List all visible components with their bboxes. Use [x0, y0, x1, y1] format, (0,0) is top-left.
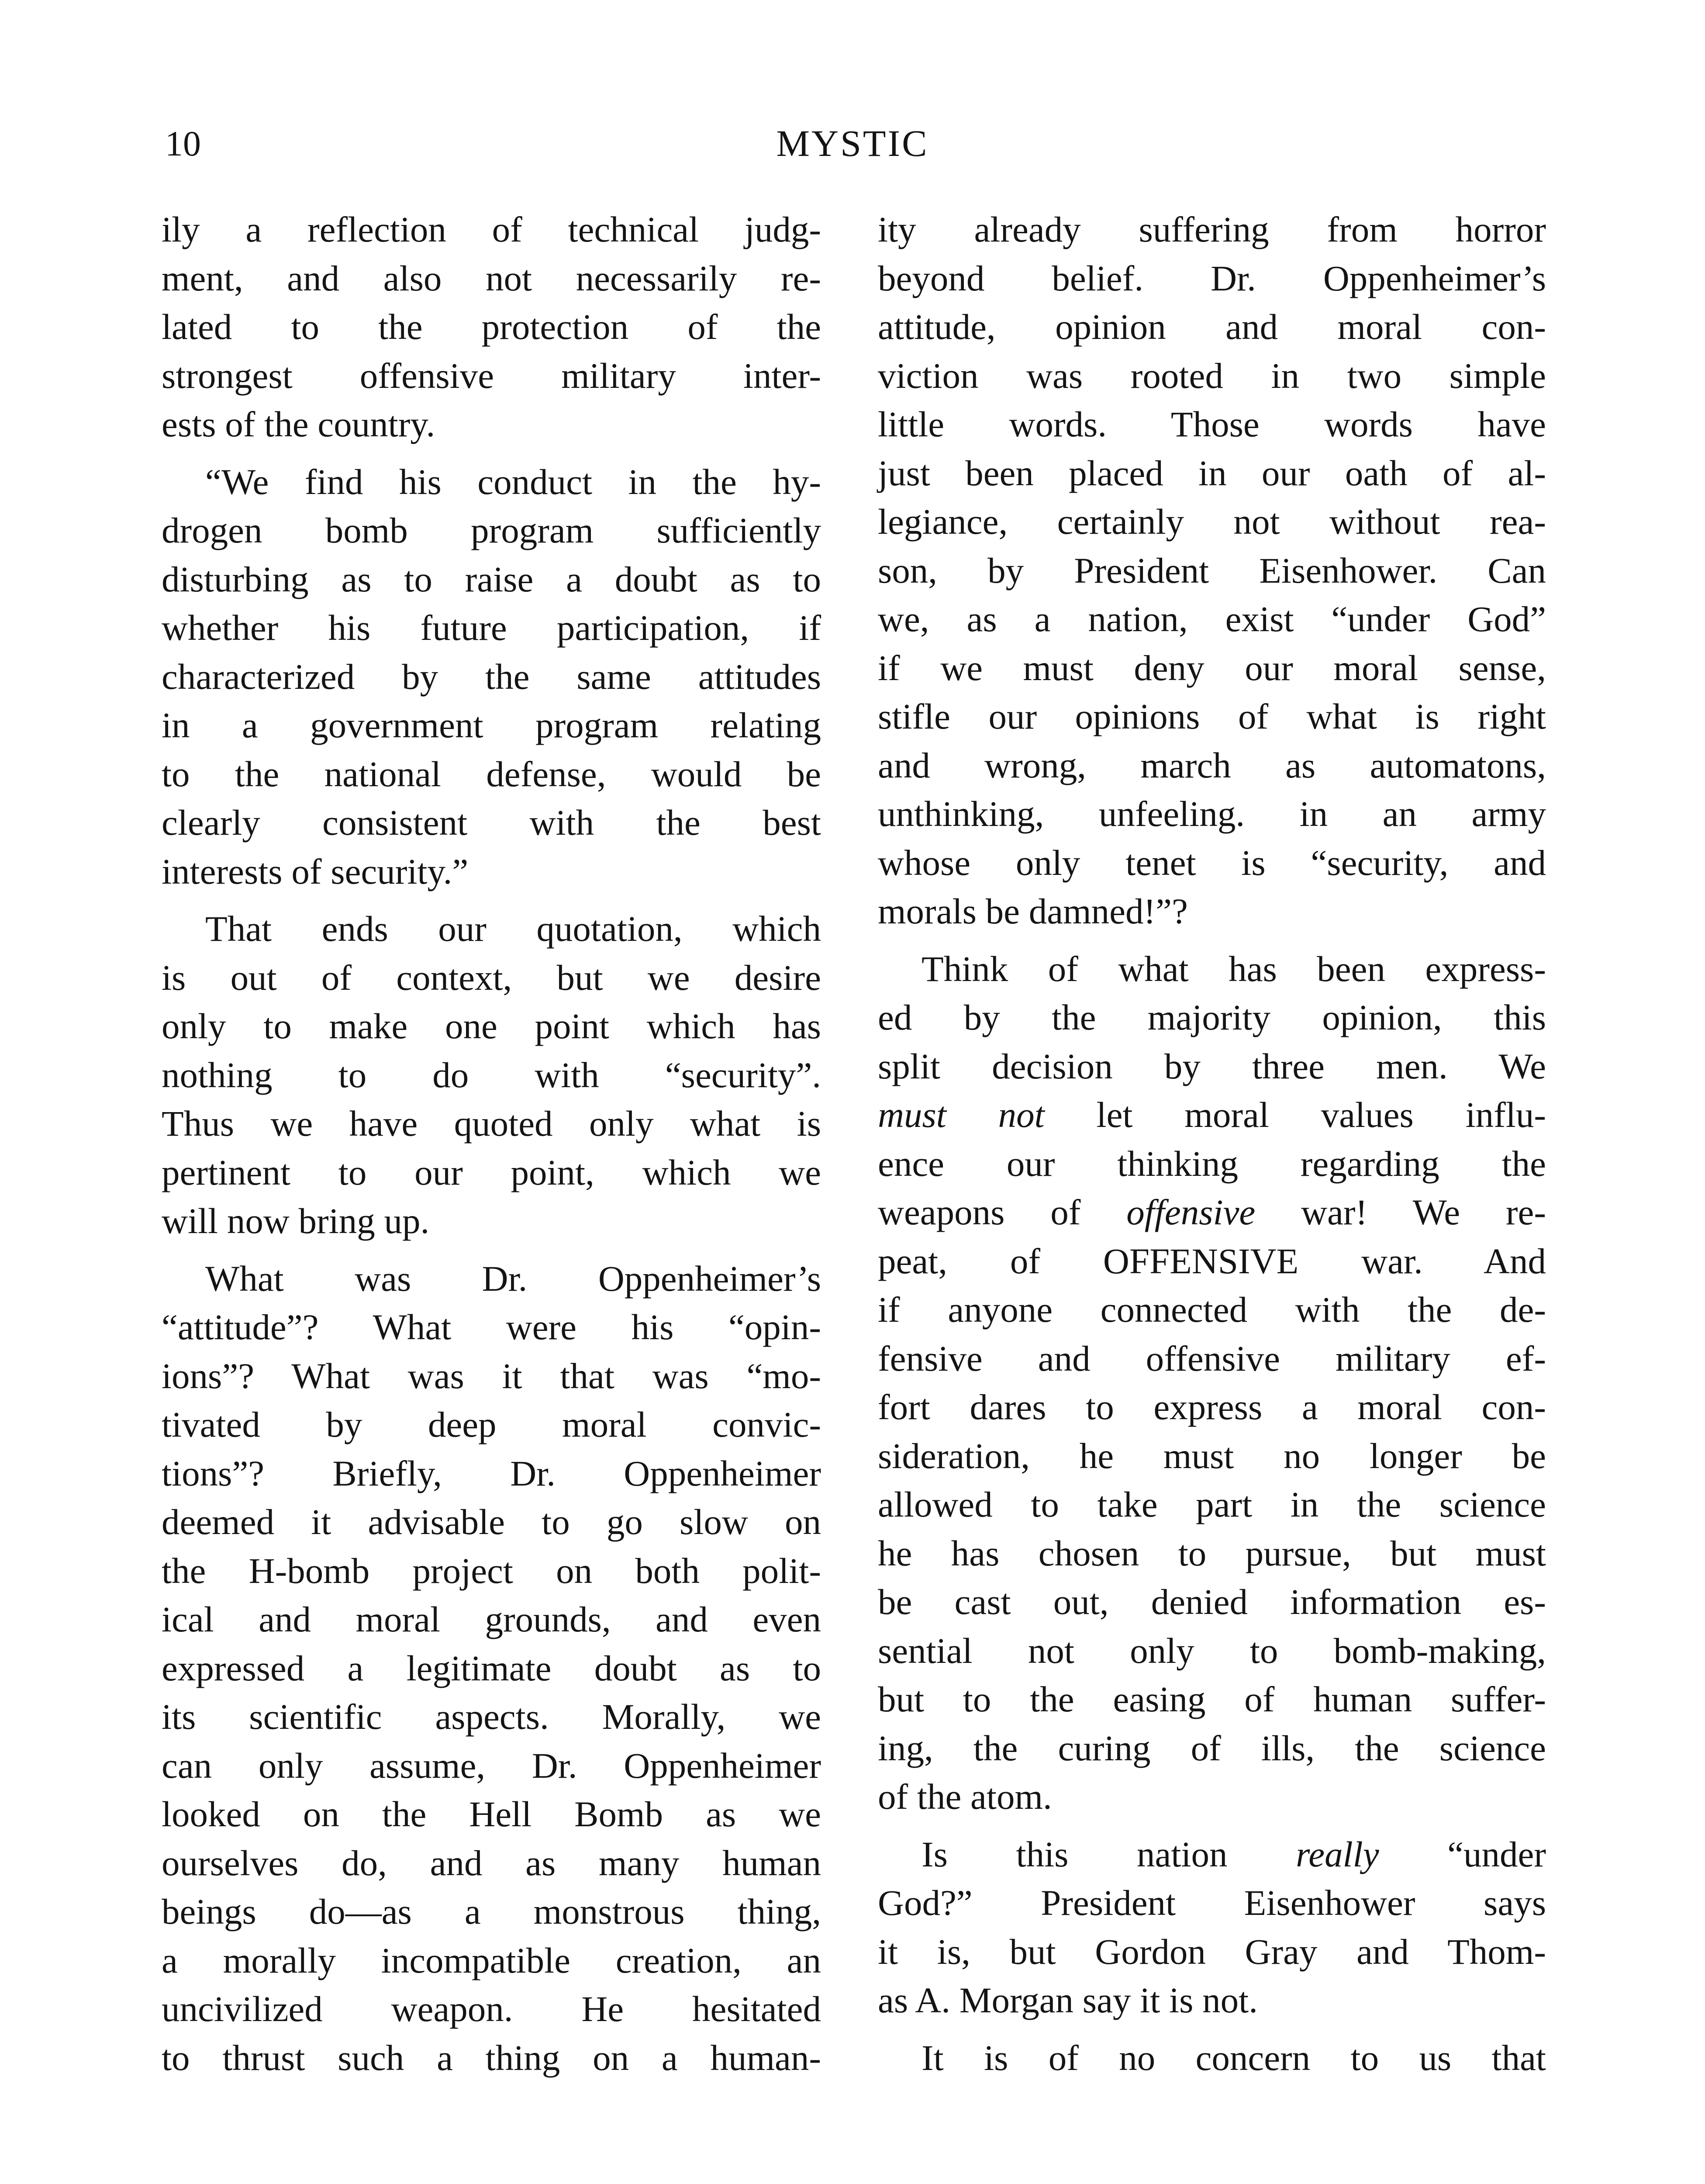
text-line: it is, but Gordon Gray and Thom-: [878, 1931, 1546, 1972]
text-line: That ends our quotation, which: [205, 909, 821, 949]
running-title: MYSTIC: [776, 122, 929, 164]
text-line: whether his future participation, if: [162, 608, 821, 648]
text-line: ity already suffering from horror: [878, 209, 1546, 249]
text-line: strongest offensive military inter-: [162, 355, 821, 396]
text-line: ical and moral grounds, and even: [162, 1599, 821, 1639]
text-line: fort dares to express a moral con-: [878, 1387, 1546, 1427]
text-line: expressed a legitimate doubt as to: [162, 1648, 821, 1688]
text-line: tions”? Briefly, Dr. Oppenheimer: [162, 1453, 821, 1493]
text-line: interests of security.”: [162, 851, 469, 892]
text-line: the H-bomb project on both polit-: [162, 1550, 821, 1591]
text-line: ence our thinking regarding the: [878, 1143, 1546, 1184]
text-line: we, as a nation, exist “under God”: [878, 599, 1546, 639]
text-line: unthinking, unfeeling. in an army: [878, 794, 1546, 834]
text-line: as A. Morgan say it is not.: [878, 1980, 1258, 2020]
text-line: beings do—as a monstrous thing,: [162, 1891, 821, 1932]
text-line: but to the easing of human suffer-: [878, 1679, 1546, 1719]
text-line: beyond belief. Dr. Oppenheimer’s: [878, 258, 1546, 298]
text-line: uncivilized weapon. He hesitated: [162, 1989, 821, 2029]
text-line: ions”? What was it that was “mo-: [162, 1355, 821, 1396]
text-line: can only assume, Dr. Oppenheimer: [162, 1745, 821, 1786]
right-text-column: [878, 205, 1546, 2082]
text-line: legiance, certainly not without rea-: [878, 501, 1546, 542]
text-line: viction was rooted in two simple: [878, 355, 1546, 396]
text-line: little words. Those words have: [878, 404, 1546, 444]
text-line: attitude, opinion and moral con-: [878, 307, 1546, 347]
text-line: ourselves do, and as many human: [162, 1842, 821, 1883]
paragraph-gap: [162, 1246, 821, 1254]
text-line: son, by President Eisenhower. Can: [878, 550, 1546, 591]
text-line: drogen bomb program sufficiently: [162, 510, 821, 550]
italic-text: really: [1296, 1834, 1379, 1874]
text-line: will now bring up.: [162, 1201, 430, 1241]
text-line: split decision by three men. We: [878, 1046, 1546, 1086]
left-text-column: [162, 205, 821, 2082]
text-line: disturbing as to raise a doubt as to: [162, 559, 821, 599]
text-line: he has chosen to pursue, but must: [878, 1533, 1546, 1573]
text-line: deemed it advisable to go slow on: [162, 1502, 821, 1542]
text-line: and wrong, march as automatons,: [878, 745, 1546, 785]
paragraph-gap: [162, 896, 821, 905]
paragraph-gap: [878, 936, 1546, 945]
text-line: sideration, he must no longer be: [878, 1435, 1546, 1476]
text-line: to the national defense, would be: [162, 753, 821, 794]
paragraph-gap: [878, 2025, 1546, 2034]
italic-text: offensive: [1126, 1192, 1256, 1232]
text-line: sential not only to bomb-making,: [878, 1630, 1546, 1671]
text-line: What was Dr. Oppenheimer’s: [205, 1258, 821, 1299]
text-line: nothing to do with “security”.: [162, 1054, 821, 1095]
text-line: peat, of OFFENSIVE war. And: [878, 1241, 1546, 1281]
text-line: ests of the country.: [162, 404, 435, 444]
text-line: in a government program relating: [162, 705, 821, 745]
text-line: only to make one point which has: [162, 1006, 821, 1046]
text-line: characterized by the same attitudes: [162, 656, 821, 697]
text-line: clearly consistent with the best: [162, 802, 821, 843]
text-line: [878, 1188, 1546, 1237]
text-line: tivated by deep moral convic-: [162, 1404, 821, 1444]
text-line: stifle our opinions of what is right: [878, 696, 1546, 736]
text-line: God?” President Eisenhower says: [878, 1883, 1546, 1923]
text-run: let moral values influ-: [1044, 1095, 1546, 1135]
text-line: It is of no concern to us that: [922, 2037, 1546, 2078]
text-run: Is this nation: [922, 1834, 1296, 1874]
text-line: ily a reflection of technical judg-: [162, 209, 821, 249]
text-line: “attitude”? What were his “opin-: [162, 1307, 821, 1347]
text-line: a morally incompatible creation, an: [162, 1940, 821, 1980]
text-line: pertinent to our point, which we: [162, 1152, 821, 1192]
text-line: if anyone connected with the de-: [878, 1289, 1546, 1330]
text-line: looked on the Hell Bomb as we: [162, 1794, 821, 1834]
text-line: lated to the protection of the: [162, 307, 821, 347]
text-line: fensive and offensive military ef-: [878, 1338, 1546, 1379]
paragraph-gap: [162, 449, 821, 458]
text-line: ing, the curing of ills, the science: [878, 1728, 1546, 1768]
text-line: ed by the majority opinion, this: [878, 997, 1546, 1037]
text-line: whose only tenet is “security, and: [878, 842, 1546, 883]
text-run: war! We re-: [1255, 1192, 1546, 1232]
text-line: [878, 1830, 1546, 1879]
text-line: if we must deny our moral sense,: [878, 647, 1546, 688]
text-run: “under: [1379, 1834, 1546, 1874]
text-run: weapons of: [878, 1192, 1127, 1232]
text-line: to thrust such a thing on a human-: [162, 2037, 821, 2078]
text-line: of the atom.: [878, 1776, 1052, 1817]
text-line: is out of context, but we desire: [162, 957, 821, 998]
text-line: morals be damned!”?: [878, 891, 1188, 931]
text-line: [878, 1091, 1546, 1140]
text-line: be cast out, denied information es-: [878, 1582, 1546, 1622]
text-line: Think of what has been express-: [922, 948, 1546, 989]
italic-text: must not: [878, 1095, 1045, 1135]
text-line: ment, and also not necessarily re-: [162, 258, 821, 298]
text-line: Thus we have quoted only what is: [162, 1103, 821, 1144]
text-line: its scientific aspects. Morally, we: [162, 1697, 821, 1737]
paragraph-gap: [878, 1821, 1546, 1830]
text-line: just been placed in our oath of al-: [878, 453, 1546, 493]
text-line: allowed to take part in the science: [878, 1484, 1546, 1524]
page-number: 10: [165, 124, 201, 163]
text-line: “We find his conduct in the hy-: [205, 461, 821, 502]
